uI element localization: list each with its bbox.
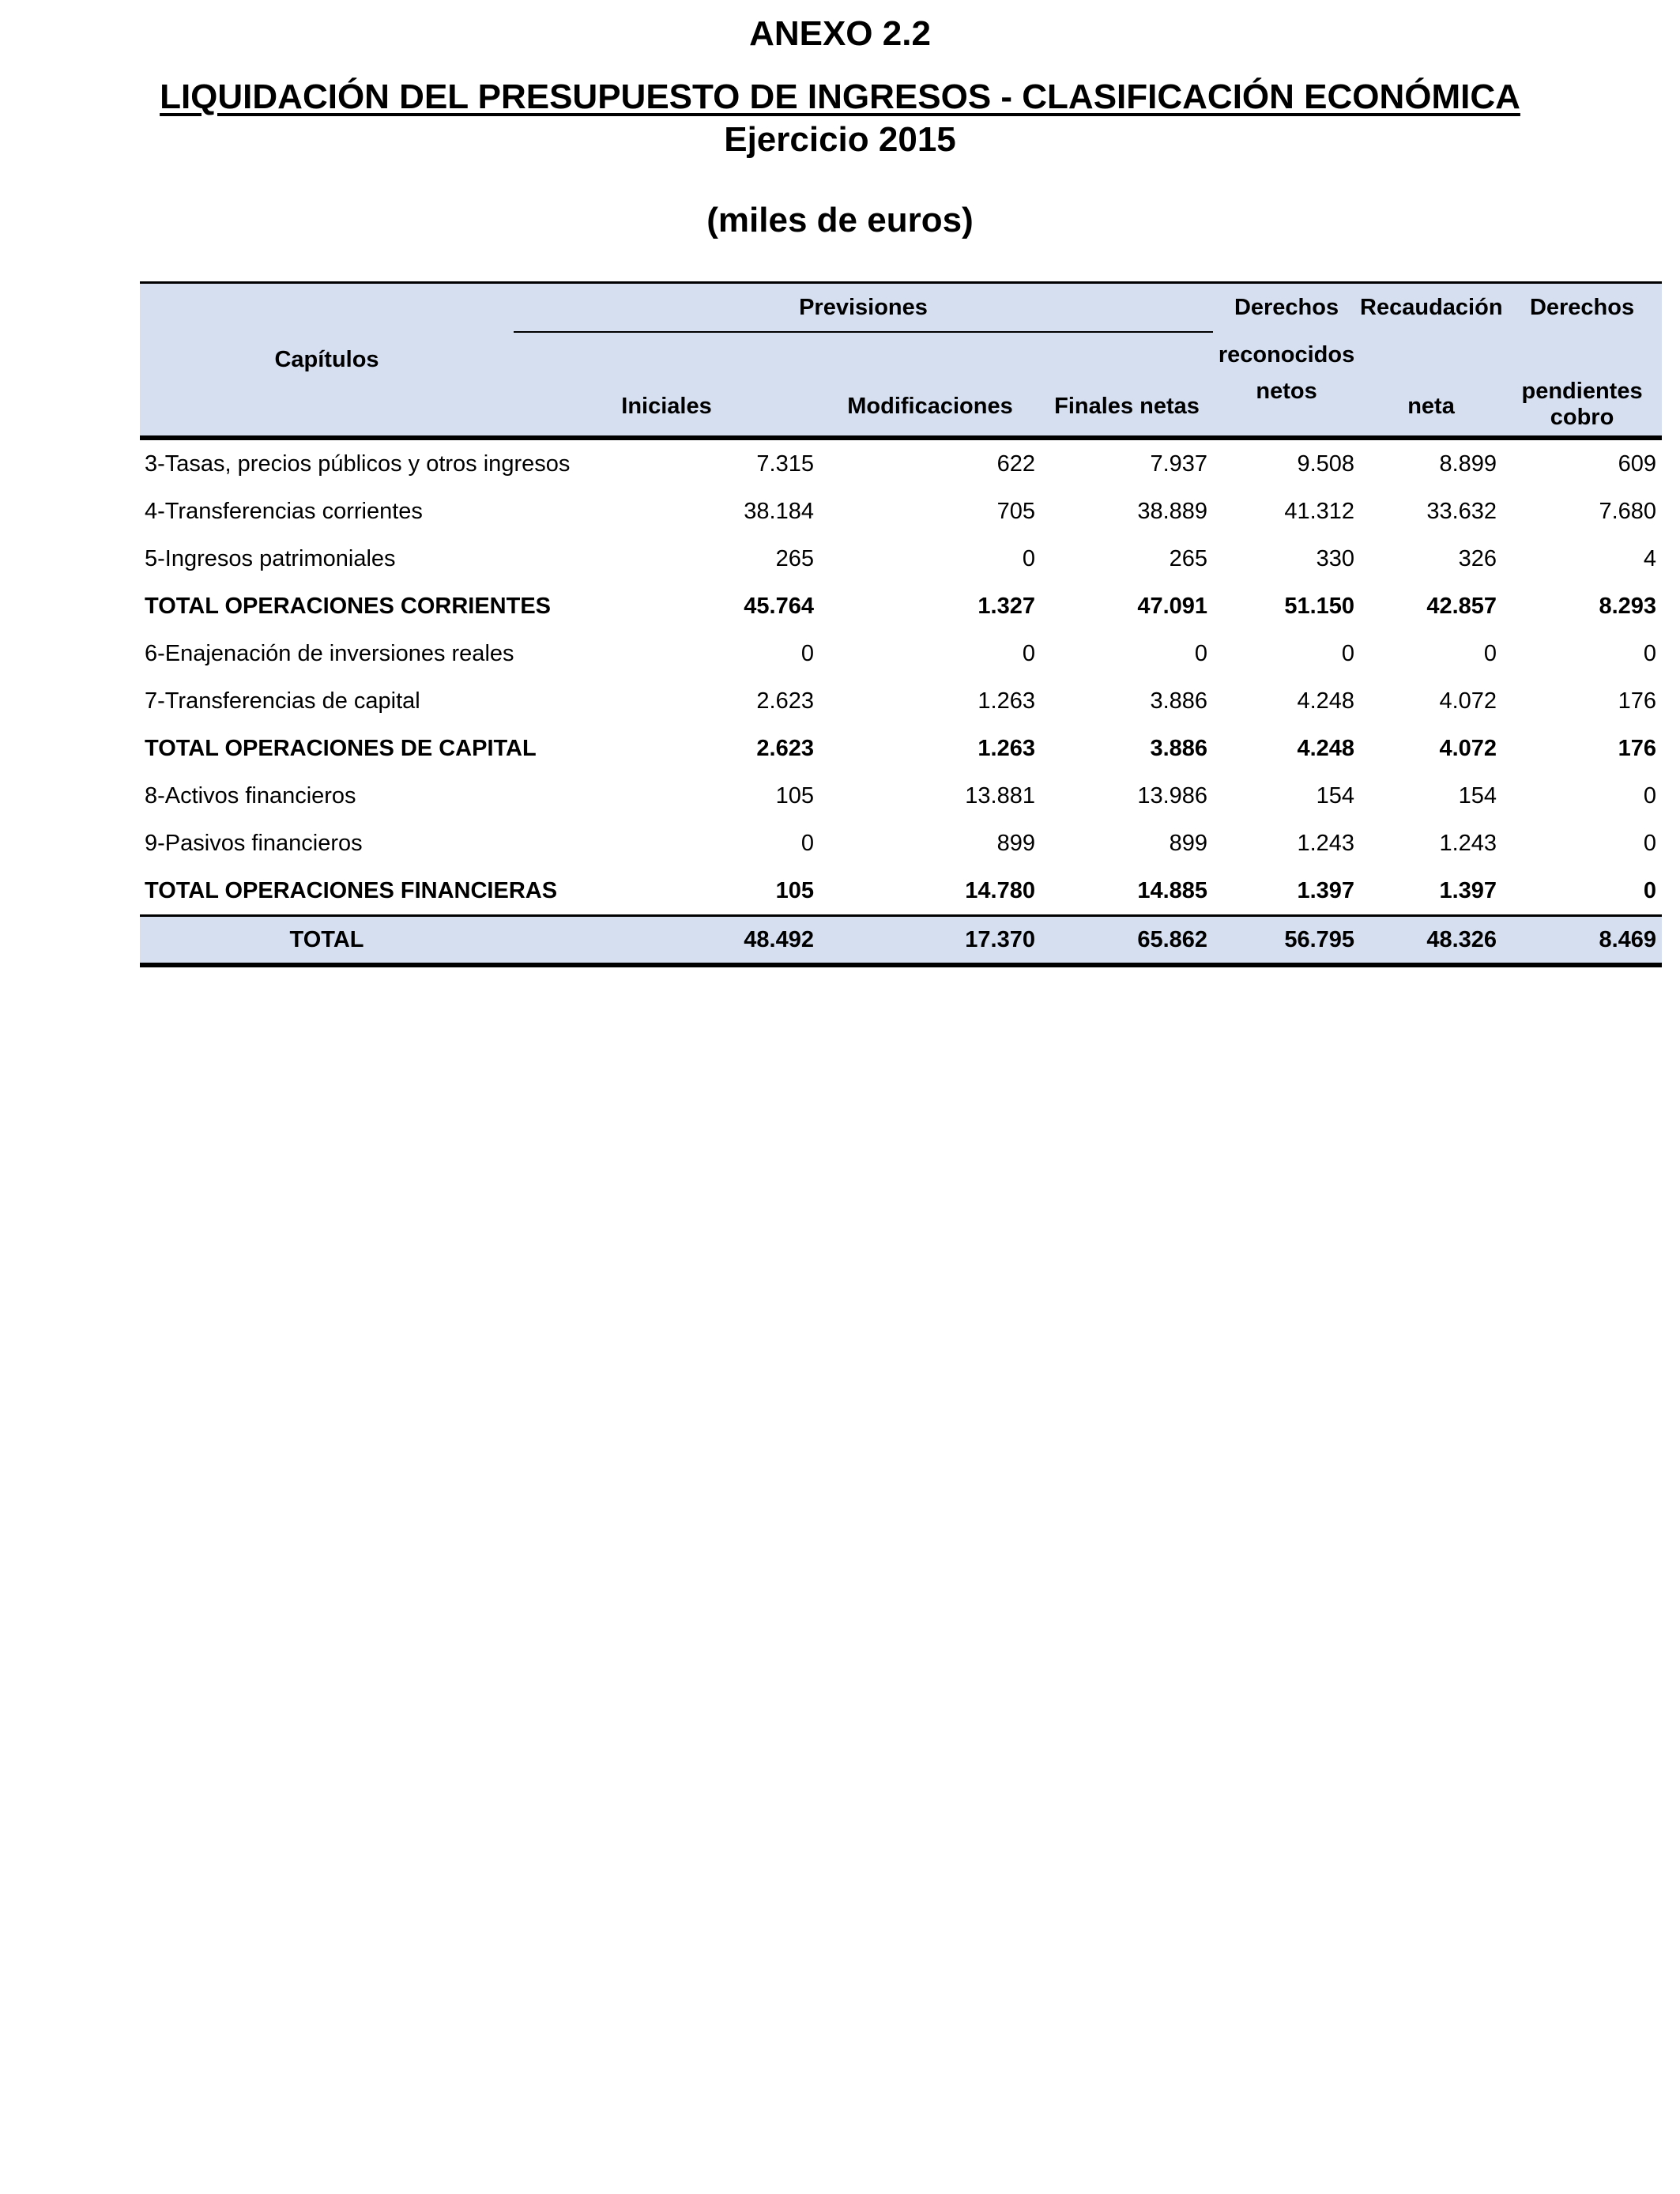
table-row (140, 725, 1662, 772)
cell-modificaciones: 0 (1022, 640, 1035, 666)
cell-finales-netas: 7.937 (1150, 450, 1208, 477)
cell-derechos-reconocidos: 4.248 (1297, 735, 1355, 761)
cell-pendientes-cobro: 609 (1618, 450, 1657, 477)
header-capitulos: Capítulos (140, 283, 514, 439)
cell-finales-netas: 3.886 (1150, 735, 1208, 761)
cell-derechos-reconocidos: 154 (1316, 782, 1355, 809)
table-row (140, 488, 1662, 535)
cell-capitulo: 4-Transferencias corrientes (145, 498, 423, 524)
cell-capitulo: 6-Enajenación de inversiones reales (145, 640, 514, 666)
header-recaudacion-top: Recaudación (1360, 283, 1502, 333)
header-derechos-pendientes-top: Derechos (1502, 283, 1662, 333)
cell-modificaciones: 1.327 (977, 593, 1035, 619)
total-derechos-reconocidos: 56.795 (1213, 916, 1360, 966)
cell-iniciales: 0 (800, 640, 814, 666)
cell-capitulo: TOTAL OPERACIONES DE CAPITAL (145, 735, 537, 761)
cell-iniciales: 0 (800, 830, 814, 856)
cell-modificaciones: 705 (996, 498, 1035, 524)
total-capitulo: TOTAL (140, 916, 514, 966)
table-row (140, 582, 1662, 630)
budget-income-table (140, 281, 1662, 967)
cell-iniciales: 2.623 (756, 735, 814, 761)
cell-finales-netas: 265 (1169, 545, 1208, 571)
cell-recaudacion-neta: 154 (1458, 782, 1497, 809)
cell-capitulo: TOTAL OPERACIONES CORRIENTES (145, 593, 551, 619)
cell-pendientes-cobro: 176 (1618, 688, 1657, 714)
cell-recaudacion-neta: 4.072 (1439, 688, 1497, 714)
cell-iniciales: 105 (775, 877, 814, 903)
cell-pendientes-cobro: 4 (1643, 545, 1657, 571)
cell-capitulo: 3-Tasas, precios públicos y otros ingresos (145, 450, 571, 477)
header-derechos-reconocidos-netos (1213, 332, 1360, 438)
total-recaudacion-neta: 48.326 (1360, 916, 1502, 966)
cell-capitulo: TOTAL OPERACIONES FINANCIERAS (145, 877, 558, 903)
cell-modificaciones: 13.881 (965, 782, 1035, 809)
cell-finales-netas: 47.091 (1137, 593, 1208, 619)
cell-finales-netas: 899 (1169, 830, 1208, 856)
table-header (140, 283, 1662, 439)
total-iniciales: 48.492 (514, 916, 819, 966)
cell-recaudacion-neta: 0 (1483, 640, 1497, 666)
cell-pendientes-cobro: 176 (1618, 735, 1657, 761)
cell-finales-netas: 0 (1194, 640, 1208, 666)
units-note: (miles de euros) (706, 201, 974, 239)
cell-pendientes-cobro: 8.293 (1599, 593, 1657, 619)
table-row (140, 438, 1662, 488)
table-row (140, 630, 1662, 677)
cell-iniciales: 45.764 (744, 593, 814, 619)
cell-capitulo: 8-Activos financieros (145, 782, 356, 809)
cell-derechos-reconocidos: 51.150 (1284, 593, 1355, 619)
cell-iniciales: 7.315 (756, 450, 814, 477)
header-finales-netas: Finales netas (1041, 332, 1213, 438)
cell-recaudacion-neta: 8.899 (1439, 450, 1497, 477)
cell-recaudacion-neta: 4.072 (1439, 735, 1497, 761)
cell-capitulo: 7-Transferencias de capital (145, 688, 420, 714)
cell-derechos-reconocidos: 330 (1316, 545, 1355, 571)
cell-finales-netas: 13.986 (1137, 782, 1208, 809)
cell-derechos-reconocidos: 9.508 (1297, 450, 1355, 477)
total-modificaciones: 17.370 (819, 916, 1041, 966)
table-row (140, 820, 1662, 867)
cell-finales-netas: 3.886 (1150, 688, 1208, 714)
cell-modificaciones: 1.263 (977, 735, 1035, 761)
cell-derechos-reconocidos: 4.248 (1297, 688, 1355, 714)
header-previsiones: Previsiones (514, 283, 1213, 333)
cell-finales-netas: 14.885 (1137, 877, 1208, 903)
header-modificaciones: Modificaciones (819, 332, 1041, 438)
cell-derechos-reconocidos: 1.397 (1297, 877, 1355, 903)
cell-modificaciones: 899 (996, 830, 1035, 856)
header-iniciales: Iniciales (514, 332, 819, 438)
header-neta: neta (1360, 332, 1502, 438)
cell-iniciales: 105 (775, 782, 814, 809)
cell-capitulo: 5-Ingresos patrimoniales (145, 545, 396, 571)
cell-derechos-reconocidos: 0 (1341, 640, 1355, 666)
total-pendientes-cobro: 8.469 (1502, 916, 1662, 966)
grand-total-row (140, 916, 1662, 966)
cell-recaudacion-neta: 1.243 (1439, 830, 1497, 856)
cell-iniciales: 38.184 (744, 498, 814, 524)
cell-modificaciones: 1.263 (977, 688, 1035, 714)
cell-recaudacion-neta: 1.397 (1439, 877, 1497, 903)
cell-pendientes-cobro: 0 (1643, 830, 1657, 856)
cell-finales-netas: 38.889 (1137, 498, 1208, 524)
total-finales-netas: 65.862 (1041, 916, 1213, 966)
cell-iniciales: 2.623 (756, 688, 814, 714)
table-row (140, 867, 1662, 916)
cell-derechos-reconocidos: 41.312 (1284, 498, 1355, 524)
table-body (140, 438, 1662, 916)
annex-number: ANEXO 2.2 (749, 14, 931, 53)
header-pendientes-cobro: pendientes cobro (1502, 332, 1662, 438)
header-derechos-reconocidos-top: Derechos (1213, 283, 1360, 333)
cell-modificaciones: 0 (1022, 545, 1035, 571)
table-row (140, 772, 1662, 820)
cell-iniciales: 265 (775, 545, 814, 571)
header-reconocidos: reconocidos (1218, 342, 1355, 368)
cell-modificaciones: 622 (996, 450, 1035, 477)
cell-pendientes-cobro: 0 (1643, 782, 1657, 809)
document-title: LIQUIDACIÓN DEL PRESUPUESTO DE INGRESOS - CLASIFICACIÓN ECONÓMICA (160, 77, 1520, 116)
cell-recaudacion-neta: 33.632 (1426, 498, 1497, 524)
cell-capitulo: 9-Pasivos financieros (145, 830, 363, 856)
cell-recaudacion-neta: 326 (1458, 545, 1497, 571)
table-footer (140, 916, 1662, 966)
table-row (140, 677, 1662, 725)
fiscal-year: Ejercicio 2015 (724, 120, 956, 159)
table-row (140, 535, 1662, 582)
cell-pendientes-cobro: 0 (1643, 640, 1657, 666)
cell-modificaciones: 14.780 (965, 877, 1035, 903)
header-netos: netos (1256, 379, 1317, 404)
cell-pendientes-cobro: 0 (1643, 877, 1657, 903)
cell-pendientes-cobro: 7.680 (1599, 498, 1657, 524)
cell-derechos-reconocidos: 1.243 (1297, 830, 1355, 856)
cell-recaudacion-neta: 42.857 (1426, 593, 1497, 619)
